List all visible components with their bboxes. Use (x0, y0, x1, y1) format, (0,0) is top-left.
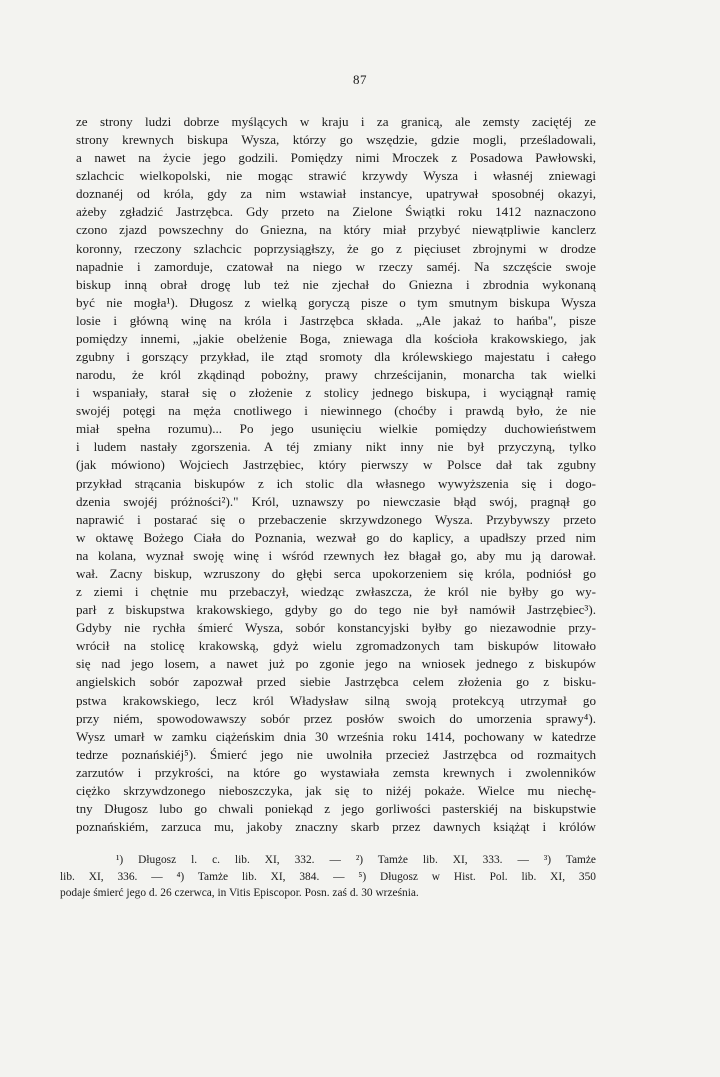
text-line: swojéj potęgi na męża cnotliwego i niewinnego (choćby i prawdą było, że nie (76, 403, 596, 419)
text-line: z ziemi i chętnie mu przebaczył, wiedząc zwłaszcza, że król nie byłby go wy- (76, 584, 596, 600)
body-text (76, 113, 596, 836)
footnote-line: lib. XI, 336. — ⁴) Tamże lib. XI, 384. — ⁵) Długosz w Hist. Pol. lib. XI, 350 (60, 870, 596, 883)
text-line: a nawet na życie jego godzili. Pomiędzy nimi Mroczek z Posadowa Pawłowski, (76, 150, 596, 166)
text-line: przykład strącania biskupów z ich stolic dla własnego wywyższenia się i dogo- (76, 475, 596, 491)
text-line: tny Długosz lubo go chwali poniekąd z jego gorliwości pasterskiéj na biskupstwie (76, 800, 596, 816)
text-line: być nie mogła¹). Długosz z wielką goryczą pisze o tym smutnym biskupa Wysza (76, 294, 596, 310)
text-line: poznańskiém, zarzuca mu, jakoby znaczny skarb przez dawnych książąt i królów (76, 819, 596, 835)
text-line: ciężko skrzywdzonego nieboszczyka, jak się to niżéj pokaże. Wielce mu niechę- (76, 782, 596, 798)
text-line: pstwa krakowskiego, lecz król Władysław silną swoją protekcyą utrzymał go (76, 692, 596, 708)
text-line: i wspaniały, starał się o złożenie z stolicy jednego biskupa, i wyciągnął ramię (76, 385, 596, 401)
text-line: doznanéj od króla, gdy za nim wstawiał instancye, upatrywał sposobnéj okazyi, (76, 186, 596, 202)
text-line: zgubny i gorszący przykład, ile ztąd sromoty dla królewskiego majestatu i całego (76, 349, 596, 365)
text-line: strony krewnych biskupa Wysza, którzy go wszędzie, gdzie mogli, prześladowali, (76, 132, 596, 148)
text-line: szlachcic wielkopolski, nie mogąc strawić krzywdy Wysza i własnéj zniewagi (76, 168, 596, 184)
text-line: (jak mówiono) Wojciech Jastrzębiec, który pierwszy w Polsce dał tak zgubny (76, 457, 596, 473)
text-line: koronny, rzeczony szlachcic poprzysiągłszy, że go z pięciuset zbrojnymi w drodze (76, 240, 596, 256)
text-line: czono zjazd powszechny do Gniezna, na który miał przybyć niewątpliwie kanclerz (76, 222, 596, 238)
text-line: i ludem nastały zgorszenia. A téj zmiany nikt inny nie był przyczyną, tylko (76, 439, 596, 455)
text-line: przy niém, spowodowawszy sobór przez posłów swoich do umorzenia sprawy⁴). (76, 710, 596, 726)
text-line: narodu, że król zkądinąd pobożny, prawy chrześcijanin, monarcha tak wielki (76, 367, 596, 383)
text-line: ze strony ludzi dobrze myślących w kraju i za granicą, ale zemsty zaciętéj ze (76, 114, 596, 129)
text-line: miał spełna rozumu)... Po jego usunięciu wielkie pomiędzy duchowieństwem (76, 421, 596, 437)
text-line: wrócił na stolicę krakowską, gdyż wielu zgromadzonych tam biskupów litowało (76, 638, 596, 654)
text-line: Wysz umarł w zamku ciążeńskim dnia 30 września roku 1414, pochowany w katedrze (76, 728, 596, 744)
text-line: ażeby zgładzić Jastrzębca. Gdy przeto na Zielone Świątki roku 1412 naznaczono (76, 204, 596, 220)
text-line: tedrze poznańskiéj⁵). Śmierć jego nie uwolniła przecież Jastrzębca od rozmaitych (76, 746, 596, 762)
text-line: wał. Zacny biskup, wzruszony do głębi serca upokorzeniem się króla, podniósł go (76, 565, 596, 581)
text-line: dzenia swojéj próżności²)." Król, uznawszy po niewczasie błąd swój, pragnął go (76, 493, 596, 509)
text-line: zarzutów i przykrości, na które go wystawiała zemsta krewnych i zwolenników (76, 764, 596, 780)
text-line: biskup inną obrał drogę lub też nie zjechał do Gniezna i zbrodnia wykonaną (76, 276, 596, 292)
text-line: się nad jego losem, a nawet już po zgonie jego na wniosek jednego z biskupów (76, 656, 596, 672)
text-line: losie i główną winę na króla i Jastrzębca składa. „Ale jakaż to hańba", pisze (76, 312, 596, 328)
text-line: w oktawę Bożego Ciała do Poznania, wezwał go do kaplicy, a upadłszy przed nim (76, 529, 596, 545)
text-line: naprawić i postarać się o przebaczenie skrzywdzonego Wysza. Przybywszy przeto (76, 511, 596, 527)
page-number: 87 (353, 72, 367, 87)
text-line: angielskich sobór zapozwał przed siebie Jastrzębca celem złożenia go z bisku- (76, 674, 596, 690)
text-line: Gdyby nie rychła śmierć Wysza, sobór konstancyjski byłby go niezawodnie przy- (76, 620, 596, 636)
text-line: napadnie i zamorduje, czatował na niego w rzeczy saméj. Na szczęście swoje (76, 258, 596, 274)
text-line: parł z biskupstwa krakowskiego, gdyby go do tego nie był namówił Jastrzębiec³). (76, 602, 596, 618)
text-line: pomiędzy innemi, „jakie obelżenie Boga, zniewaga dla kościoła krakowskiego, jak (76, 330, 596, 346)
footnote-line: ¹) Długosz l. c. lib. XI, 332. — ²) Tamże lib. XI, 333. — ³) Tamże (116, 854, 596, 866)
text-line: na kolana, wyznał swoję winę i wśród rzewnych łez błagał go, aby mu ją darował. (76, 547, 596, 563)
footnote-line: podaje śmierć jego d. 26 czerwca, in Vitis Episcopor. Posn. zaś d. 30 września. (60, 887, 419, 899)
footnotes (60, 852, 596, 902)
